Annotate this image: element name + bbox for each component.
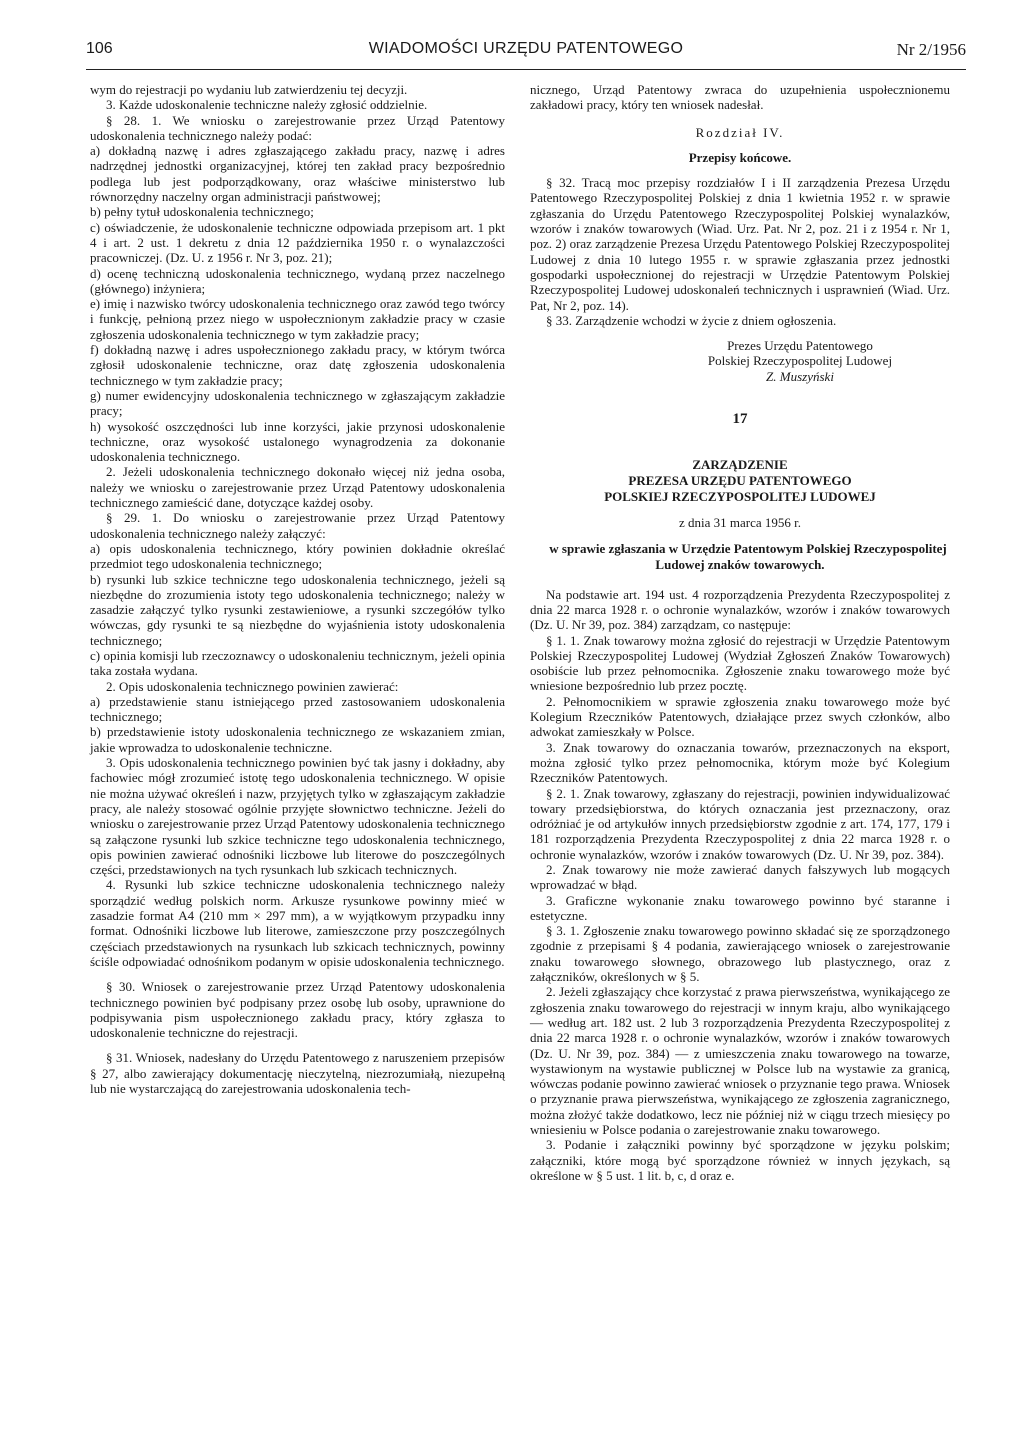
ordinance-title: w sprawie zgłaszania w Urzędzie Patentowym Polskiej Rzeczypospolitej Ludowej znaków towarowych. — [549, 540, 947, 572]
paragraph: § 33. Zarządzenie wchodzi w życie z dniem ogłoszenia. — [546, 312, 837, 328]
paragraph: wym do rejestracji po wydaniu lub zatwierdzeniu tej decyzji. — [90, 82, 408, 97]
chapter-heading: Rozdział IV. — [695, 124, 785, 140]
header-rule — [86, 69, 966, 70]
paragraph: 3. Znak towarowy do oznaczania towarów, przeznaczonych na eksport, można zgłosić tylko przez pełnomocnika, którym może być Kolegium Rzeczników Patentowych. — [530, 739, 950, 786]
document-number: 17 — [732, 411, 748, 428]
journal-title: WIADOMOŚCI URZĘDU PATENTOWEGO — [368, 40, 684, 57]
paragraph: 2. Jeżeli zgłaszający chce korzystać z prawa pierwszeństwa, wynikającego ze zgłoszenia znaku towarowego do rejestracji w innym kraju, albo wynikającego — według art. 182 ust. 2 lub 3 rozporządzenia Prezydenta Rzeczypospolitej z dnia 22 marca 1928 r. o ochronie wynalazków, wzorów i znaków towarowych (Dz. U. Nr 39, poz. 384) — z umieszczenia znaku towarowego na towarze, wystawionym na wystawie publicznej w Polsce lub na wystawie za granicą, wówczas podanie powinno zawierać wniosek o przyznanie tego prawa. Wniosek o przyznanie prawa pierwszeństwa, wynikającego ze zgłoszenia zagranicznego, można złożyć także dodatkowo, lecz nie później niż w ciągu trzech miesięcy po wniesieniu w Polsce podania o zarejestrowanie znaku towarowego. — [530, 984, 950, 1138]
paragraph: b) pełny tytuł udoskonalenia technicznego; — [90, 204, 314, 220]
paragraph: nicznego, Urząd Patentowy zwraca do uzupełnienia uspołecznionemu zakładowi pracy, który ten wniosek nadesłał. — [530, 82, 950, 113]
paragraph: 4. Rysunki lub szkice techniczne udoskonalenia technicznego należy sporządzić według polskich norm. Arkusze rysunkowe powinny mieć w zasadzie format A4 (210 mm × 297 mm), a w wyjątkowym przypadku inny format. Odnośniki liczbowe lub literowe, zamieszczone przy poszczególnych częściach przedstawionych na rysunkach lub szkicach technicznych, powinny ściśle odpowiadać odnośnikom podanym w opisie udoskonalenia technicznego. — [90, 877, 505, 969]
paragraph: § 3. 1. Zgłoszenie znaku towarowego powinno składać się ze sporządzonego zgodnie z przepisami § 4 podania, zawierającego wniosek o zarejestrowanie znaku towarowego słownego, obrazowego lub plastycznego, oraz z załączników, określonych w § 5. — [530, 923, 950, 985]
ordinance-heading: POLSKIEJ RZECZYPOSPOLITEJ LUDOWEJ — [604, 489, 876, 505]
issue-number: Nr 2/1956 — [896, 40, 966, 59]
paragraph: e) imię i nazwisko twórcy udoskonalenia technicznego oraz zawód tego twórcy i funkcję, pełnioną przez niego w uspołecznionym zakładzie pracy w czasie zgłoszenia udoskonalenia technicznego w tym zakładzie pracy; — [90, 296, 505, 342]
paragraph: 3. Opis udoskonalenia technicznego powinien być tak jasny i dokładny, aby fachowiec mógł zrozumieć istotę tego udoskonalenia technicznego. W opisie nie można używać określeń i nazw, przyjętych tylko w zgłaszającym zakładzie pracy, ale należy stosować ogólnie przyjęte słownictwo techniczne. Jeżeli do wniosku o zarejestrowanie przez Urząd Patentowy udoskonalenia technicznego są załączone rysunki lub szkice techniczne tego udoskonalenia technicznego, opis powinien zawierać odnośniki liczbowe lub literowe do poszczególnych części, przedstawionych na tych rysunkach lub szkicach technicznych. — [90, 755, 505, 878]
page-header — [86, 40, 966, 64]
signature-name: Z. Muszyński — [766, 368, 834, 384]
paragraph: 3. Graficzne wykonanie znaku towarowego powinno być staranne i estetyczne. — [530, 892, 950, 923]
paragraph: b) rysunki lub szkice techniczne tego udoskonalenia technicznego, jeżeli są niezbędne do zrozumienia istoty tego udoskonalenia technicznego; należy w zasadzie załączyć tylko rysunki zestawieniowe, a rysunki szczegółów tylko wówczas, gdy rysunki te są niezbędne do wyjaśnienia istoty udoskonalenia technicznego; — [90, 571, 505, 648]
paragraph: a) opis udoskonalenia technicznego, który powinien dokładnie określać przedmiot tego udoskonalenia technicznego; — [90, 540, 505, 572]
paragraph: § 30. Wniosek o zarejestrowanie przez Urząd Patentowy udoskonalenia technicznego powinien być podpisany przez osobę lub osoby, uprawnione do podpisywania pism uspołecznionego zakładu pracy, który zgłasza to udoskonalenie techniczne do rejestracji. — [90, 979, 505, 1041]
paragraph: § 1. 1. Znak towarowy można zgłosić do rejestracji w Urzędzie Patentowym Polskiej Rzeczypospolitej Ludowej (Wydział Zgłoszeń Znaków Towarowych) osobiście lub przez pełnomocnika. Zgłoszenie znaku towarowego może być wniesione bezpośrednio lub przez pocztę. — [530, 632, 950, 694]
paragraph: 2. Opis udoskonalenia technicznego powinien zawierać: — [106, 678, 399, 694]
signature-line: Polskiej Rzeczypospolitej Ludowej — [707, 353, 893, 369]
paragraph: 3. Każde udoskonalenie techniczne należy zgłosić oddzielnie. — [106, 97, 428, 113]
paragraph: a) dokładną nazwę i adres zgłaszającego zakładu pracy, nazwę i adres nadrzędnej jednostki organizacyjnej, której ten zakład pracy bezpośrednio podlega lub jest podporządkowany, oraz właściwe ministerstwo lub równorzędny naczelny organ administracji państwowej; — [90, 143, 505, 205]
signature-line: Prezes Urzędu Patentowego — [727, 338, 873, 354]
paragraph: 2. Pełnomocnikiem w sprawie zgłoszenia znaku towarowego może być Kolegium Rzeczników Patentowych, działające przez swych członków, albo adwokat zamieszkały w Polsce. — [530, 693, 950, 740]
paragraph: § 28. 1. We wniosku o zarejestrowanie przez Urząd Patentowy udoskonalenia technicznego należy podać: — [90, 112, 505, 143]
chapter-title: Przepisy końcowe. — [688, 149, 792, 165]
page-number: 106 — [86, 40, 113, 57]
paragraph: 3. Podanie i załączniki powinny być sporządzone w języku polskim; załączniki, które mogą być sporządzone również w innych językach, są określone w § 5 ust. 1 lit. b, c, d oraz e. — [530, 1137, 950, 1183]
paragraph: d) ocenę techniczną udoskonalenia technicznego, wydaną przez naczelnego (głównego) inżyniera; — [90, 265, 505, 296]
paragraph: f) dokładną nazwę i adres uspołecznionego zakładu pracy, w którym twórca zgłosił udoskonalenie techniczne, oraz datę zgłoszenia udoskonalenia technicznego w tym zakładzie pracy; — [90, 342, 505, 388]
ordinance-date: z dnia 31 marca 1956 r. — [678, 515, 801, 531]
paragraph: § 31. Wniosek, nadesłany do Urzędu Patentowego z naruszeniem przepisów § 27, albo zawierający dokumentację nieczytelną, niezrozumiałą, niezupełną lub nie wystarczającą do zarejestrowania udoskonalenia tech- — [90, 1050, 505, 1096]
paragraph: 2. Znak towarowy nie może zawierać danych fałszywych lub mogących wprowadzać w błąd. — [530, 861, 950, 893]
right-column — [530, 82, 950, 1183]
paragraph: h) wysokość oszczędności lub inne korzyści, jakie przynosi udoskonalenie techniczne, oraz wysokość ustalonego wynagrodzenia za dokonanie udoskonalenia technicznego. — [90, 418, 505, 465]
paragraph: § 32. Tracą moc przepisy rozdziałów I i II zarządzenia Prezesa Urzędu Patentowego Rzeczypospolitej Polskiej z dnia 1 kwietnia 1952 r. w sprawie zgłaszania do Urzędu Patentowego Rzeczypospolitej Polskiej wynalazków, wzorów i znaków towarowych (Wiad. Urz. Pat. Nr 2, poz. 21 i z 1954 r. Nr 1, poz. 2) oraz zarządzenie Prezesa Urzędu Patentowego Polskiej Rzeczypospolitej Ludowej z dnia 10 lutego 1955 r. w sprawie zgłaszania przez jednostki gospodarki uspołecznionej do rejestracji w Urzędzie Patentowym Polskiej Rzeczypospolitej Ludowej udoskonaleń technicznych i usprawnień (Wiad. Urz. Pat, Nr 2, poz. 14). — [530, 175, 950, 313]
paragraph: Na podstawie art. 194 ust. 4 rozporządzenia Prezydenta Rzeczypospolitej z dnia 22 marca 1928 r. o ochronie wynalazków, wzorów i znaków towarowych (Dz. U. Nr 39, poz. 384) zarządzam, co następuje: — [530, 586, 950, 633]
paragraph: b) przedstawienie istoty udoskonalenia technicznego ze wskazaniem zmian, jakie wprowadza to udoskonalenie techniczne. — [90, 724, 505, 755]
ordinance-heading: PREZESA URZĘDU PATENTOWEGO — [628, 473, 852, 489]
paragraph: c) opinia komisji lub rzeczoznawcy o udoskonaleniu technicznym, jeżeli opinia taka została wydana. — [90, 647, 505, 679]
left-column — [90, 82, 505, 1096]
paragraph: a) przedstawienie stanu istniejącego przed zastosowaniem udoskonalenia technicznego; — [90, 693, 505, 725]
signature-block — [530, 338, 950, 384]
paragraph: § 2. 1. Znak towarowy, zgłaszany do rejestracji, powinien indywidualizować towary przedsiębiorstwa, do których oznaczania jest przeznaczony, oraz odróżniać je od artykułów innych przedsiębiorstw zgodnie z art. 174, 177, 179 i 181 rozporządzenia Prezydenta Rzeczypospolitej z dnia 22 marca 1928 r. o ochronie wynalazków, wzorów i znaków towarowych (Dz. U. Nr 39, poz. 384). — [530, 785, 950, 862]
paragraph: 2. Jeżeli udoskonalenia technicznego dokonało więcej niż jedna osoba, należy we wniosku o zarejestrowanie przez Urząd Patentowy udoskonalenia technicznego zamieścić dane, dotyczące każdej osoby. — [90, 464, 505, 511]
paragraph: § 29. 1. Do wniosku o zarejestrowanie przez Urząd Patentowy udoskonalenia technicznego należy załączyć: — [90, 510, 505, 541]
ordinance-heading: ZARZĄDZENIE — [692, 457, 788, 473]
paragraph: c) oświadczenie, że udoskonalenie techniczne odpowiada przepisom art. 1 pkt 4 i art. 2 ust. 1 dekretu z dnia 12 października 1950 r. o wynalazczości pracowniczej. (Dz. U. z 1956 r. Nr 3, poz. 21); — [90, 219, 505, 266]
paragraph: g) numer ewidencyjny udoskonalenia technicznego w zgłaszającym zakładzie pracy; — [90, 387, 505, 419]
